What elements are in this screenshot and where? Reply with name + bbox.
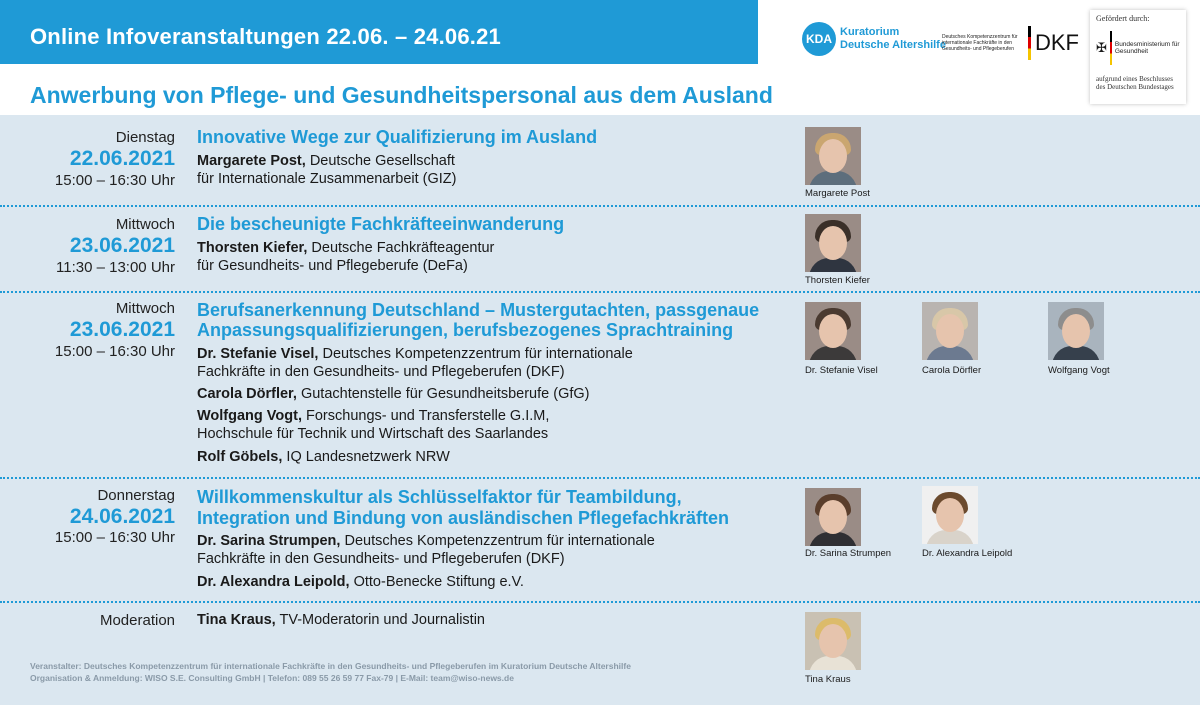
- session-date: 22.06.2021: [69, 147, 175, 170]
- speaker-org: Hochschule für Technik und Wirtschaft des Saarlandes: [197, 426, 549, 442]
- session-title: Willkommenskultur als Schlüsselfaktor für Teambildung,: [197, 487, 682, 507]
- footer-contact: Organisation & Anmeldung: WISO S.E. Consulting GmbH | Telefon: 089 55 26 59 77 Fax-79 | E-Mail: team@wiso-news.de: [30, 673, 514, 683]
- speaker-name: Dr. Sarina Strumpen,: [197, 533, 341, 549]
- speaker-photo: [805, 302, 861, 360]
- bmg-resolution: aufgrund eines Beschlusses des Deutschen Bundestages: [1096, 75, 1174, 91]
- session-time: 11:30 – 13:00 Uhr: [56, 259, 175, 276]
- bmg-funded-by: Gefördert durch:: [1096, 14, 1150, 23]
- page-title: Online Infoveranstaltungen 22.06. – 24.06.21: [30, 24, 501, 49]
- photo-caption: Wolfgang Vogt: [1048, 365, 1110, 376]
- speaker-entry: Dr. Sarina Strumpen, Deutsches Kompetenzzentrum für internationale: [197, 533, 655, 549]
- page-subtitle: Anwerbung von Pflege- und Gesundheitspersonal aus dem Ausland: [30, 82, 773, 108]
- speaker-org: Fachkräfte in den Gesundheits- und Pflegeberufen (DKF): [197, 364, 565, 380]
- speaker-name: Thorsten Kiefer,: [197, 240, 308, 256]
- photo-caption: Dr. Sarina Strumpen: [805, 548, 892, 559]
- kda-logo: [802, 22, 946, 56]
- session-title: Berufsanerkennung Deutschland – Mustergutachten, passgenaue: [197, 300, 760, 320]
- session-title: Die bescheunigte Fachkräfteeinwanderung: [197, 214, 565, 234]
- session-time: 15:00 – 16:30 Uhr: [54, 529, 175, 546]
- kda-line1: Kuratorium: [840, 26, 900, 38]
- speaker-name: Carola Dörfler,: [197, 386, 297, 402]
- divider: [0, 291, 1200, 293]
- session-day: Donnerstag: [97, 487, 175, 504]
- speaker-photo: [805, 214, 861, 272]
- speaker-photo: [922, 302, 978, 360]
- photo-caption: Thorsten Kiefer: [805, 275, 870, 286]
- dkf-abbrev: DKF: [1035, 30, 1079, 55]
- footer-organizer: Veranstalter: Deutsches Kompetenzzentrum für internationale Fachkräfte in den Gesundheits- und Pflegeberufen im Kuratorium Deutsche Altershilfe: [30, 661, 631, 671]
- speaker-entry: Margarete Post, Deutsche Gesellschaft: [197, 153, 455, 169]
- moderation-label: Moderation: [99, 612, 175, 629]
- divider: [0, 601, 1200, 603]
- speaker-name: Rolf Göbels,: [197, 449, 283, 465]
- session-day: Mittwoch: [115, 216, 175, 233]
- speaker-org: für Internationale Zusammenarbeit (GIZ): [197, 171, 457, 187]
- speaker-entry: Dr. Stefanie Visel, Deutsches Kompetenzzentrum für internationale: [197, 346, 633, 362]
- session-title-line2: Integration und Bindung von ausländischen Pflegefachkräften: [197, 508, 730, 528]
- speaker-entry: Wolfgang Vogt, Forschungs- und Transferstelle G.I.M,: [197, 408, 550, 424]
- photo-caption: Margarete Post: [805, 188, 870, 199]
- session-time: 15:00 – 16:30 Uhr: [54, 343, 175, 360]
- speaker-entry: Rolf Göbels, IQ Landesnetzwerk NRW: [197, 449, 450, 465]
- bmg-ministry: Bundesministerium für Gesundheit: [1114, 40, 1180, 55]
- session-title: Innovative Wege zur Qualifizierung im Ausland: [197, 127, 598, 147]
- photo-caption: Dr. Stefanie Visel: [805, 365, 878, 376]
- speaker-entry: Thorsten Kiefer, Deutsche Fachkräfteagentur: [197, 240, 495, 256]
- session-day: Mittwoch: [115, 300, 175, 317]
- speaker-org: für Gesundheits- und Pflegeberufe (DeFa): [197, 258, 468, 274]
- speaker-name: Dr. Stefanie Visel,: [197, 346, 319, 362]
- dkf-full-name: Deutsches Kompetenzzentrum für internationale Fachkräfte in den Gesundheits- und Pflegeberufen: [942, 34, 1018, 52]
- speaker-photo: [805, 127, 861, 185]
- speaker-photo: [805, 488, 861, 546]
- speaker-name: Dr. Alexandra Leipold,: [197, 574, 350, 590]
- session-time: 15:00 – 16:30 Uhr: [54, 172, 175, 189]
- bmg-logo: [1090, 10, 1186, 104]
- photo-caption: Tina Kraus: [805, 674, 851, 685]
- header-bar: [0, 0, 758, 64]
- kda-mark-icon: KDA: [802, 22, 836, 56]
- session-date: 23.06.2021: [69, 318, 175, 341]
- german-flag-bar: [1028, 26, 1031, 60]
- program-panel: [0, 115, 1200, 705]
- divider: [0, 205, 1200, 207]
- speaker-entry: Dr. Alexandra Leipold, Otto-Benecke Stiftung e.V.: [197, 574, 524, 590]
- moderator-entry: Tina Kraus, TV-Moderatorin und Journalistin: [197, 612, 485, 628]
- speaker-name: Wolfgang Vogt,: [197, 408, 302, 424]
- divider: [0, 477, 1200, 479]
- session-date: 24.06.2021: [69, 505, 175, 528]
- speaker-photo: [1048, 302, 1104, 360]
- moderator-photo: [805, 612, 861, 670]
- photo-caption: Dr. Alexandra Leipold: [922, 548, 1013, 559]
- session-date: 23.06.2021: [69, 234, 175, 257]
- dkf-logo: [942, 26, 1079, 60]
- speaker-name: Margarete Post,: [197, 153, 306, 169]
- session-title-line2: Anpassungsqualifizierungen, berufsbezogenes Sprachtraining: [197, 320, 734, 340]
- german-flag-bar: [1110, 31, 1112, 65]
- photo-caption: Carola Dörfler: [922, 365, 982, 376]
- logo-area: [758, 0, 1200, 115]
- federal-eagle-icon: ✠: [1096, 40, 1107, 55]
- speaker-entry: Carola Dörfler, Gutachtenstelle für Gesundheitsberufe (GfG): [197, 386, 590, 402]
- session-day: Dienstag: [115, 129, 175, 146]
- kda-line2: Deutsche Altershilfe: [840, 39, 946, 51]
- speaker-photo: [922, 486, 978, 544]
- speaker-org: Fachkräfte in den Gesundheits- und Pflegeberufen (DKF): [197, 551, 565, 567]
- moderator-name: Tina Kraus,: [197, 612, 276, 628]
